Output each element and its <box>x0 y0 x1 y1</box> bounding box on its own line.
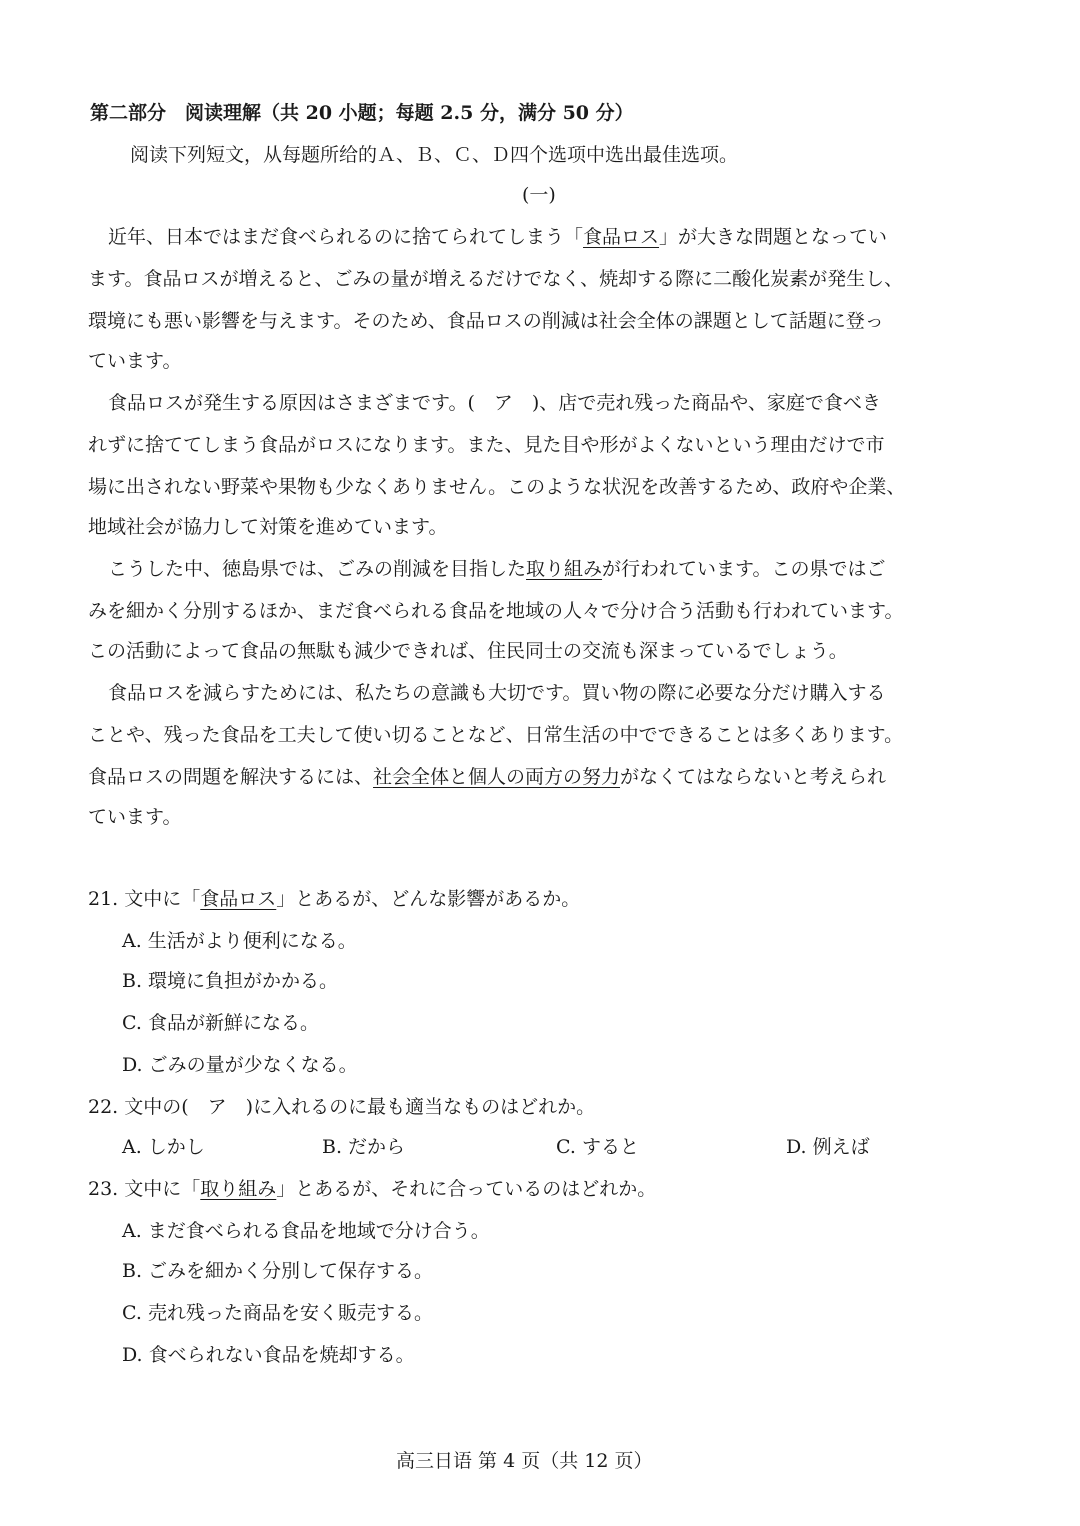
passage-line <box>108 560 886 579</box>
text-segment: 」とあるが、どんな影響があるか。 <box>276 888 581 910</box>
underlined-term: 食品ロス <box>583 226 660 248</box>
passage-line: ことや、残った食品を工夫して使い切ることなど、日常生活の中でできることは多くあります。 <box>88 724 904 746</box>
answer-option: D. 例えば <box>786 1136 870 1158</box>
text-segment: 」とあるが、それに合っているのはどれか。 <box>276 1178 657 1200</box>
answer-option: B. ごみを細かく分別して保存する。 <box>122 1260 434 1282</box>
passage-line: 食品ロスを減らすためには、私たちの意識も大切です。買い物の際に必要な分だけ購入する <box>108 682 886 704</box>
passage-line: 食品ロスが発生する原因はさまざまです。( ア )、店で売れ残った商品や、家庭で食べき <box>108 392 881 414</box>
text-segment: 21. 文中に「 <box>88 888 201 910</box>
passage-line: ています。 <box>88 806 182 828</box>
underlined-term: 取り組み <box>200 1178 277 1200</box>
section-heading: 第二部分 阅读理解（共 20 小题；每题 2.5 分，满分 50 分） <box>90 102 634 124</box>
page-footer: 高三日语 第 4 页（共 12 页） <box>396 1450 653 1472</box>
text-segment: こうした中、徳島県では、ごみの削減を目指した <box>108 558 527 580</box>
text-segment: 食品ロスの問題を解決するには、 <box>88 766 374 788</box>
text-segment: が行われています。この県ではご <box>602 558 886 580</box>
question-stem: 22. 文中の( ア )に入れるのに最も適当なものはどれか。 <box>88 1096 596 1118</box>
passage-line: 環境にも悪い影響を与えます。そのため、食品ロスの削減は社会全体の課題として話題に登っ <box>88 310 884 332</box>
underlined-term: 取り組み <box>526 558 603 580</box>
question-stem <box>88 1180 656 1199</box>
passage-number: (一) <box>522 184 556 206</box>
passage-line <box>88 768 886 787</box>
answer-option: A. しかし <box>122 1136 205 1158</box>
passage-line: れずに捨ててしまう食品がロスになります。また、見た目や形がよくないという理由だけで市 <box>88 434 885 456</box>
passage-line: 場に出されない野菜や果物も少なくありません。このような状況を改善するため、政府や企業、 <box>88 476 906 498</box>
text-segment: がなくてはならないと考えられ <box>620 766 887 788</box>
answer-option: C. 売れ残った商品を安く販売する。 <box>122 1302 433 1324</box>
passage-line: この活動によって食品の無駄も減少できれば、住民同士の交流も深まっているでしょう。 <box>88 640 848 662</box>
passage-line: みを細かく分別するほか、まだ食べられる食品を地域の人々で分け合う活動も行われています。 <box>88 600 904 622</box>
answer-option: D. ごみの量が少なくなる。 <box>122 1054 358 1076</box>
passage-line <box>108 228 887 247</box>
answer-option: A. 生活がより便利になる。 <box>122 930 357 952</box>
underlined-term: 食品ロス <box>200 888 277 910</box>
answer-option: C. 食品が新鮮になる。 <box>122 1012 319 1034</box>
section-instruction: 阅读下列短文，从每题所给的Ａ、Ｂ、Ｃ、Ｄ四个选项中选出最佳选项。 <box>130 144 739 166</box>
text-segment: 近年、日本ではまだ食べられるのに捨てられてしまう「 <box>108 226 584 248</box>
answer-option: B. だから <box>322 1136 406 1158</box>
answer-option: D. 食べられない食品を焼却する。 <box>122 1344 415 1366</box>
underlined-term: 社会全体と個人の両方の努力 <box>373 766 621 788</box>
text-segment: 」が大きな問題となってい <box>659 226 888 248</box>
text-segment: 23. 文中に「 <box>88 1178 201 1200</box>
answer-option: B. 環境に負担がかかる。 <box>122 970 339 992</box>
passage-line: 地域社会が協力して対策を進めています。 <box>88 516 448 538</box>
passage-line: ます。食品ロスが増えると、ごみの量が増えるだけでなく、焼却する際に二酸化炭素が発生し、 <box>88 268 904 290</box>
question-stem <box>88 890 580 909</box>
passage-line: ています。 <box>88 350 182 372</box>
answer-option: A. まだ食べられる食品を地域で分け合う。 <box>122 1220 490 1242</box>
answer-option: C. すると <box>556 1136 639 1158</box>
